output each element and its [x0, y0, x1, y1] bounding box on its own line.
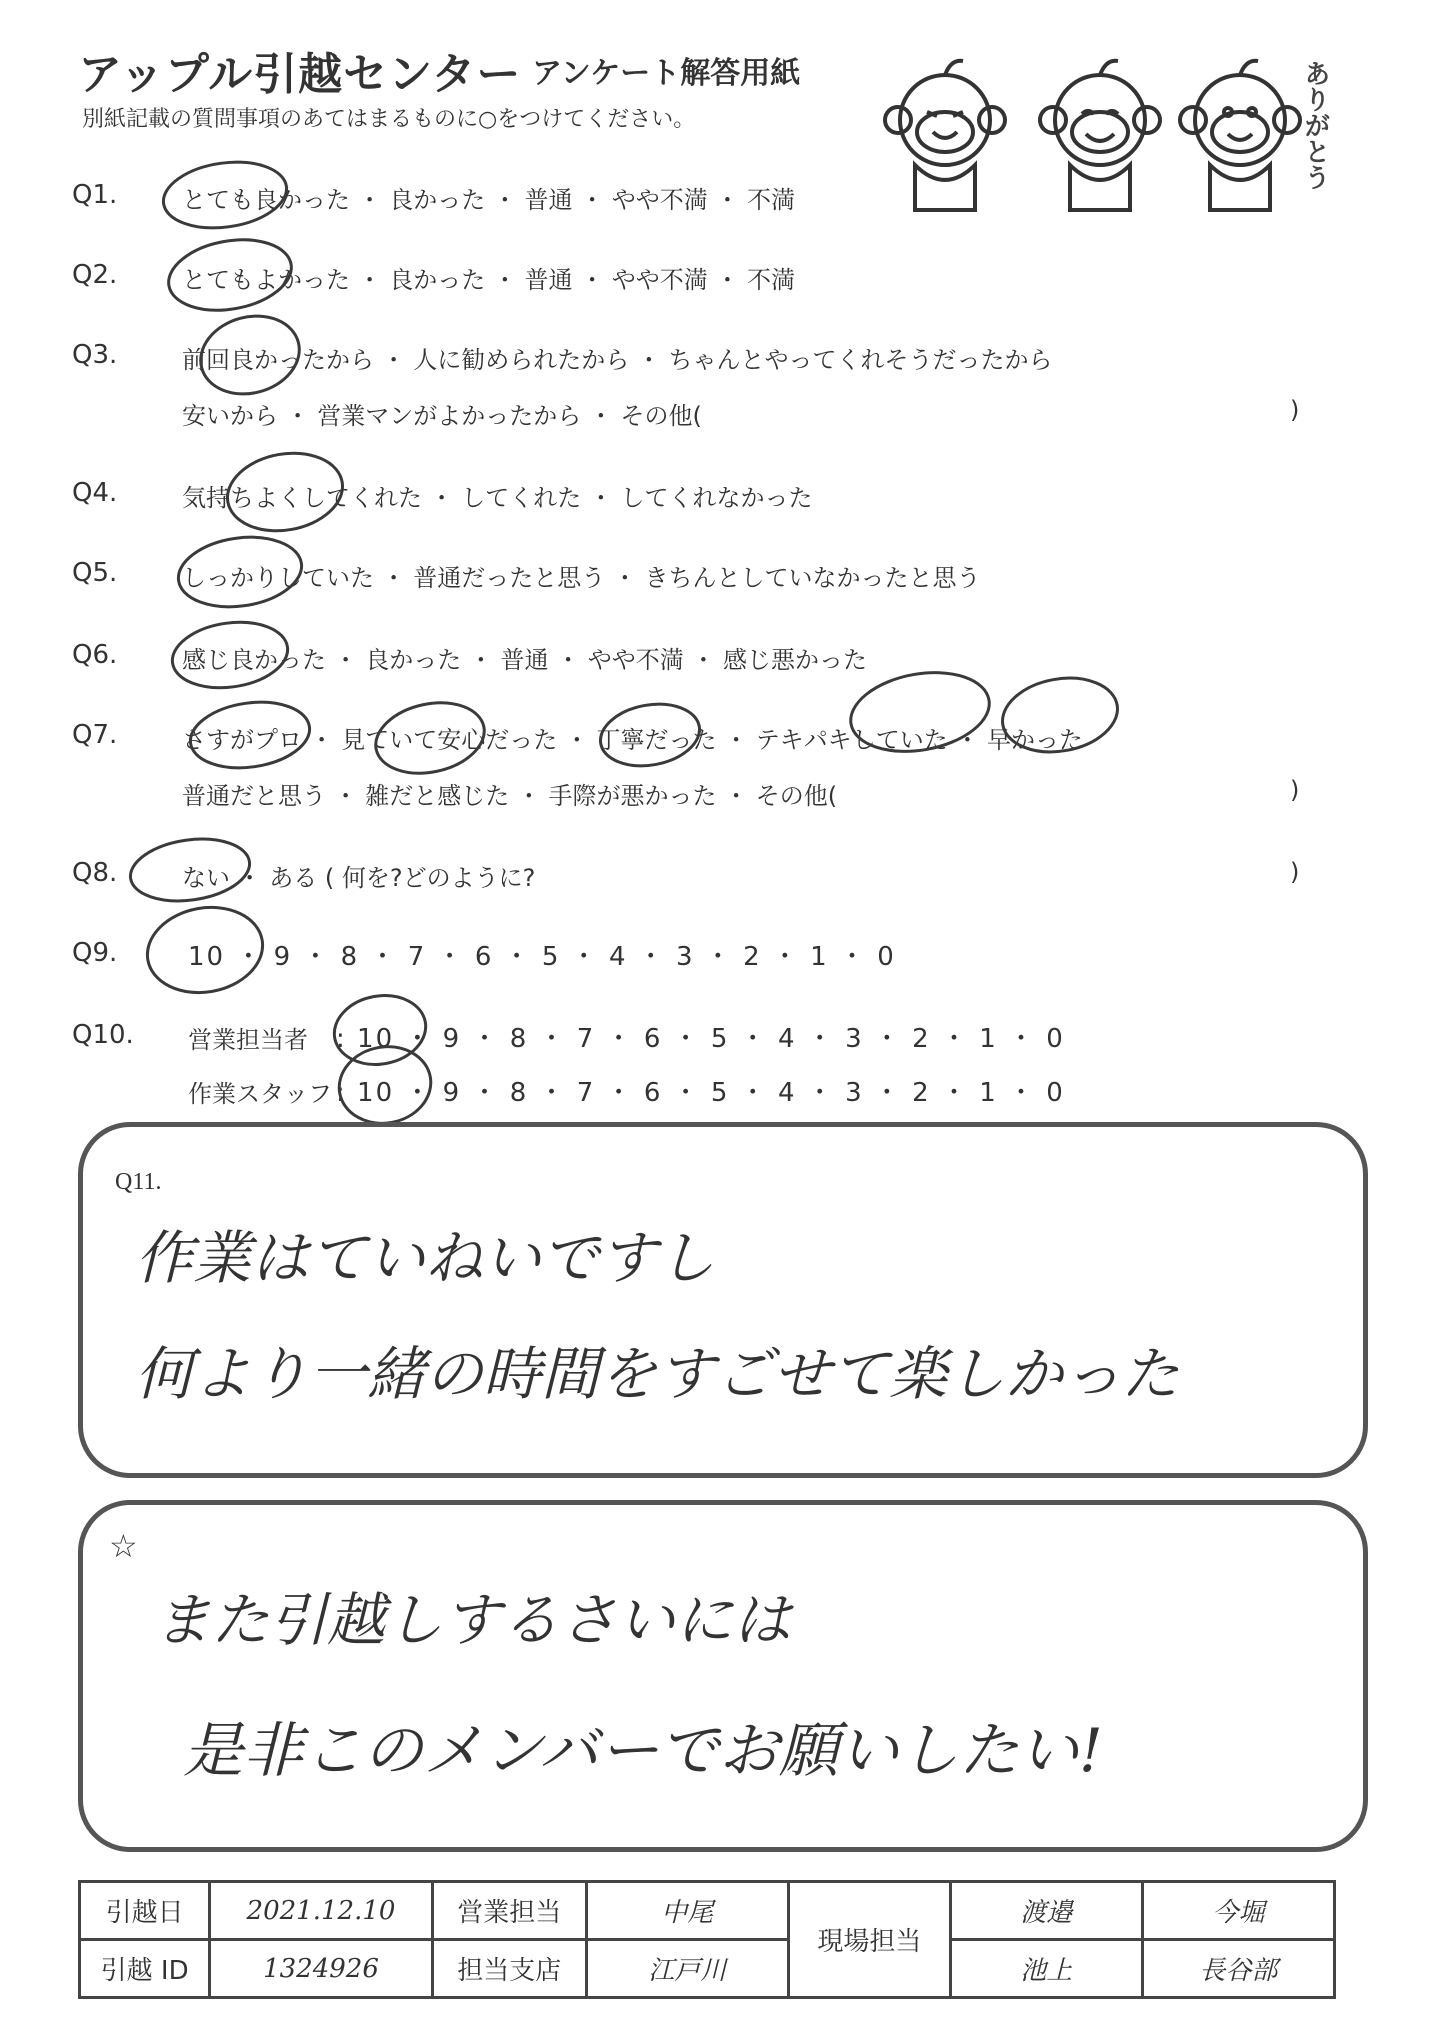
field-staff-label: 現場担当: [788, 1882, 950, 1998]
q10-staff-scale[interactable]: : 10 ・ 9 ・ 8 ・ 7 ・ 6 ・ 5 ・ 4 ・ 3 ・ 2 ・ 1 ・ 0: [336, 1078, 1065, 1108]
monkey-mascots-illustration: [890, 40, 1340, 215]
q3-options-line1[interactable]: 前回良かったから ・ 人に勧められたから ・ ちゃんとやってくれそうだったから: [182, 346, 1053, 374]
field-staff-2: 池上: [950, 1940, 1142, 1998]
q11-answer-line2: 何より一緒の時間をすごせて楽しかった: [135, 1340, 1180, 1408]
monkey-icon: [885, 61, 1005, 210]
company-name: アップル引越センター: [78, 49, 522, 100]
move-id-label: 引越 ID: [80, 1940, 210, 1998]
thanks-text: ありがとう: [1300, 60, 1330, 190]
q2-label: Q2.: [72, 260, 118, 290]
q11-label: Q11.: [115, 1169, 162, 1195]
move-date-label: 引越日: [80, 1882, 210, 1940]
q1-label: Q1.: [72, 180, 118, 210]
q7-label: Q7.: [72, 720, 118, 750]
q8-label: Q8.: [72, 858, 118, 888]
q2-options[interactable]: とてもよかった ・ 良かった ・ 普通 ・ やや不満 ・ 不満: [182, 266, 796, 294]
monkey-icon: [1040, 61, 1160, 210]
q1-options[interactable]: とても良かった ・ 良かった ・ 普通 ・ やや不満 ・ 不満: [182, 186, 796, 214]
field-staff-4: 長谷部: [1142, 1940, 1334, 1998]
q9-label: Q9.: [72, 938, 118, 968]
form-title: アンケート解答用紙: [532, 56, 801, 91]
sales-rep-label: 営業担当: [432, 1882, 586, 1940]
q7-close-paren: ): [1290, 776, 1300, 804]
q10-label: Q10.: [72, 1020, 134, 1050]
field-staff-1: 渡邉: [950, 1882, 1142, 1940]
instruction-text: 別紙記載の質問事項のあてはまるものに○をつけてください。: [82, 107, 696, 132]
comment-box[interactable]: [78, 1500, 1368, 1852]
move-date-value: 2021.12.10: [210, 1882, 432, 1940]
comment-line2: 是非このメンバーでお願いしたい!: [183, 1716, 1103, 1786]
q7-options-line2[interactable]: 普通だと思う ・ 雑だと感じた ・ 手際が悪かった ・ その他(: [182, 782, 838, 810]
q8-options[interactable]: ない ・ ある ( 何を?どのように?: [182, 864, 536, 892]
q6-label: Q6.: [72, 640, 118, 670]
q9-scale[interactable]: 10 ・ 9 ・ 8 ・ 7 ・ 6 ・ 5 ・ 4 ・ 3 ・ 2 ・ 1 ・ 0: [188, 942, 896, 972]
q10-staff-label: 作業スタッフ: [188, 1080, 332, 1108]
q3-label: Q3.: [72, 340, 118, 370]
q10-sales-scale[interactable]: : 10 ・ 9 ・ 8 ・ 7 ・ 6 ・ 5 ・ 4 ・ 3 ・ 2 ・ 1 ・ 0: [336, 1024, 1065, 1054]
move-info-table: [78, 1880, 1336, 1999]
monkey-icon: [1180, 61, 1300, 210]
q4-label: Q4.: [72, 478, 118, 508]
q5-options[interactable]: しっかりしていた ・ 普通だったと思う ・ きちんとしていなかったと思う: [182, 564, 981, 592]
q11-answer-box[interactable]: [78, 1122, 1368, 1478]
star-icon: ☆: [109, 1527, 138, 1565]
branch-label: 担当支店: [432, 1940, 586, 1998]
comment-line1: また引越しするさいには: [153, 1586, 792, 1654]
q11-answer-line1: 作業はていねいですし: [135, 1224, 716, 1292]
q7-options-line1[interactable]: さすがプロ ・ 見ていて安心だった ・ 丁寧だった ・ テキパキしていた ・ 早かった: [182, 726, 1084, 754]
q10-sales-label: 営業担当者: [188, 1026, 308, 1054]
q8-close-paren: ): [1290, 858, 1300, 886]
q5-label: Q5.: [72, 558, 118, 588]
q6-options[interactable]: 感じ良かった ・ 良かった ・ 普通 ・ やや不満 ・ 感じ悪かった: [182, 646, 868, 674]
move-id-value: 1324926: [210, 1940, 432, 1998]
q4-options[interactable]: 気持ちよくしてくれた ・ してくれた ・ してくれなかった: [182, 484, 813, 512]
q3-close-paren: ): [1290, 396, 1300, 424]
sales-rep-value: 中尾: [586, 1882, 788, 1940]
q3-options-line2[interactable]: 安いから ・ 営業マンがよかったから ・ その他(: [182, 402, 702, 430]
branch-value: 江戸川: [586, 1940, 788, 1998]
field-staff-3: 今堀: [1142, 1882, 1334, 1940]
